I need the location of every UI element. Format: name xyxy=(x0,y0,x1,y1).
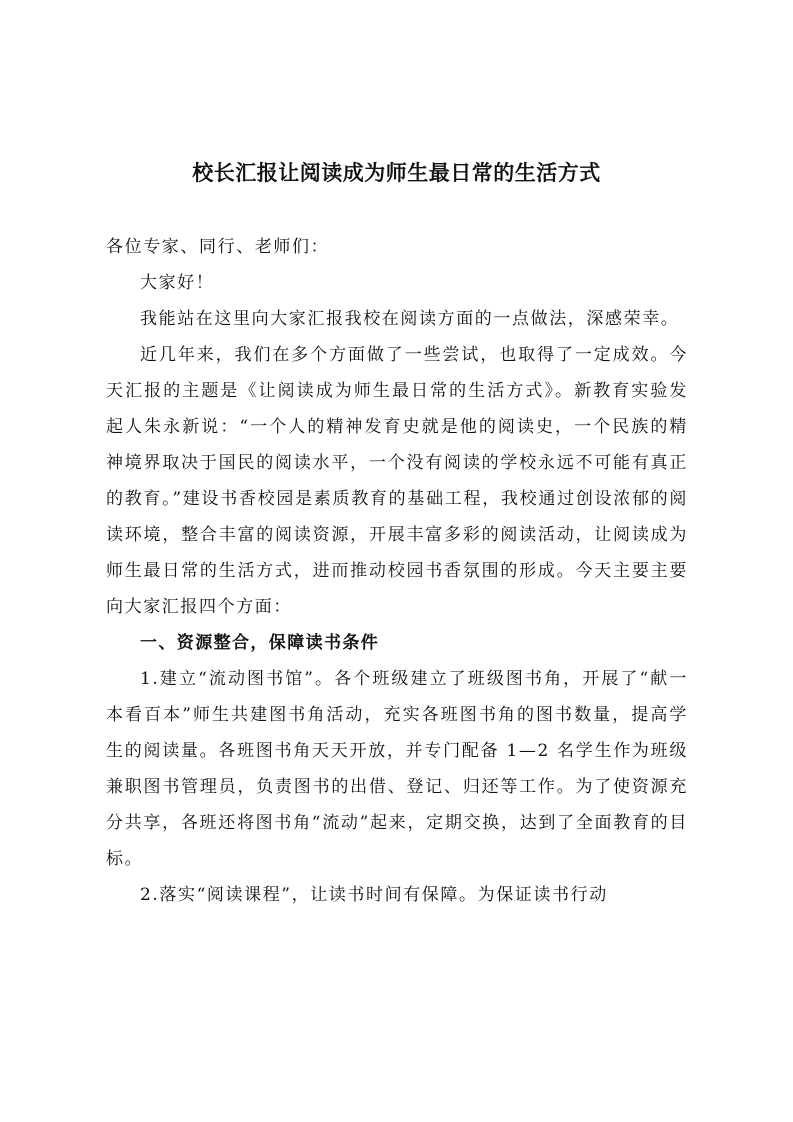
document-body xyxy=(106,229,688,913)
paragraph-hello: 大家好！ xyxy=(140,273,215,293)
section-item-reading-course: 2.落实“阅读课程”，让读书时间有保障。为保证读书行动 xyxy=(140,885,608,905)
paragraph-honor: 我能站在这里向大家汇报我校在阅读方面的一点做法，深感荣幸。 xyxy=(140,309,680,329)
section-heading-resource-integration: 一、资源整合，保障读书条件 xyxy=(140,633,380,653)
section-item-mobile-library: 1.建立“流动图书馆”。各个班级建立了班级图书角，开展了“献一本看百本”师生共建图书角活动，充实各班图书角的图书数量，提高学生的阅读量。各班图书角天天开放，并专门配备 1—2 名学生作为班级兼职图书管理员，负责图书的出借、登记、归还等工作。为了使资源充分共享，各班还将图书角“流动”起来，定期交换，达到了全面教育的目标。 xyxy=(106,669,688,869)
greeting: 各位专家、同行、老师们： xyxy=(106,237,330,257)
paragraph-intro: 近几年来，我们在多个方面做了一些尝试，也取得了一定成效。今天汇报的主题是《让阅读成为师生最日常的生活方式》。新教育实验发起人朱永新说：“一个人的精神发育史就是他的阅读史，一个民族的精神境界取决于国民的阅读水平，一个没有阅读的学校永远不可能有真正的教育。”建设书香校园是素质教育的基础工程，我校通过创设浓郁的阅读环境，整合丰富的阅读资源，开展丰富多彩的阅读活动，让阅读成为师生最日常的生活方式，进而推动校园书香氛围的形成。今天主要主要向大家汇报四个方面： xyxy=(106,345,688,617)
document-title: 校长汇报让阅读成为师生最日常的生活方式 xyxy=(192,161,601,185)
